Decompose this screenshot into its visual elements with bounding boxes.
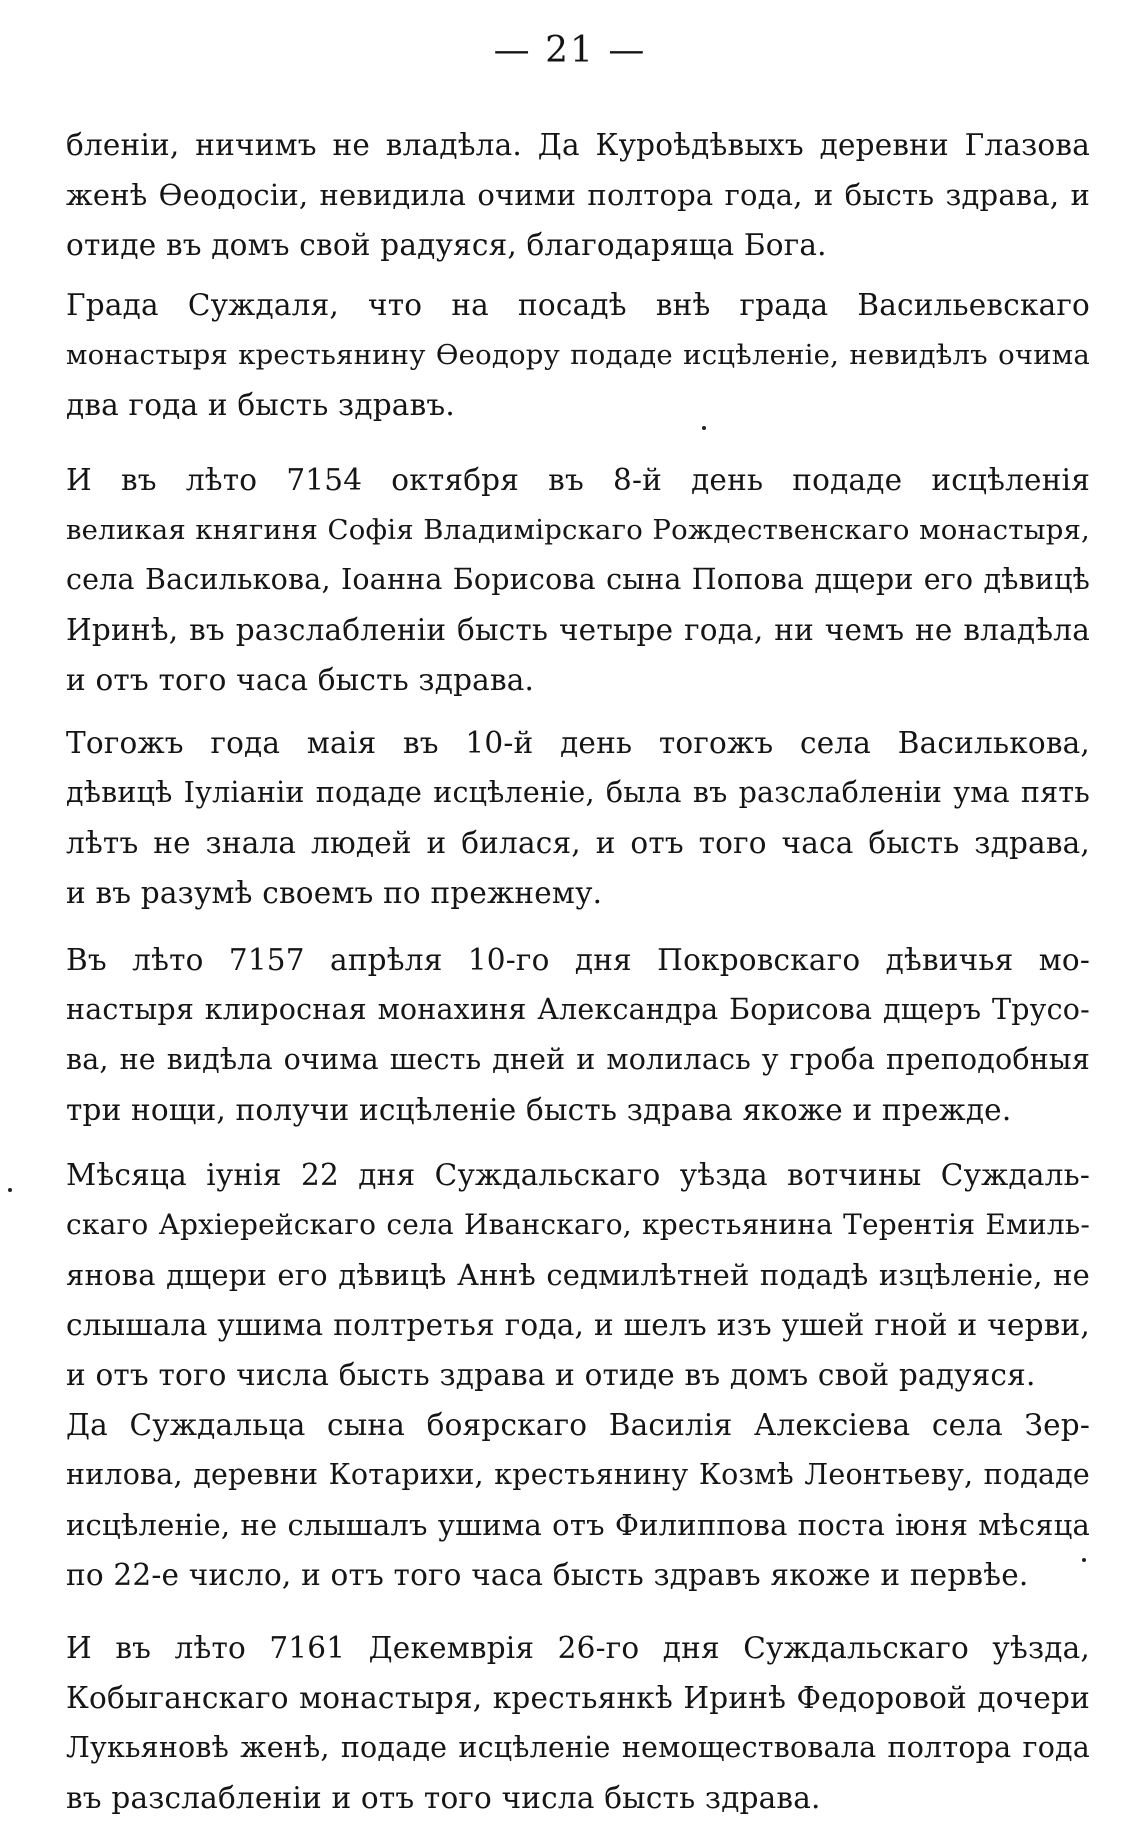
text-line: села Василькова, Іоанна Борисова сына Попова дщери его дѣвицѣ bbox=[66, 563, 1090, 596]
text-line: нилова, деревни Котарихи, крестьянину Козмѣ Леонтьеву, подаде bbox=[66, 1458, 1090, 1491]
text-line: бленіи, ничимъ не владѣла. Да Куроѣдѣвыхъ деревни Глазова bbox=[66, 128, 1090, 162]
text-line: Мѣсяца іунія 22 дня Суждальскаго уѣзда вотчины Суждаль- bbox=[66, 1158, 1090, 1192]
text-line: монастыря крестьянину Ѳеодору подаде исцѣленіе, невидѣлъ очима bbox=[66, 339, 1090, 371]
text-line: въ разслабленіи и отъ того числа бысть здрава. bbox=[66, 1781, 821, 1815]
text-line: женѣ Ѳеодосіи, невидила очими полтора года, и бысть здрава, и bbox=[66, 178, 1090, 212]
text-line: лѣтъ не знала людей и билася, и отъ того часа бысть здрава, bbox=[66, 826, 1090, 860]
text-line: и отъ того числа бысть здрава и отиде въ домъ свой радуяся. bbox=[66, 1358, 1036, 1392]
text-line: скаго Архіерейскаго села Иванскаго, крестьянина Терентія Емиль- bbox=[66, 1208, 1090, 1241]
text-line: великая княгиня Софія Владимірскаго Рождественскаго монастыря, bbox=[66, 514, 1090, 546]
text-line: Иринѣ, въ разслабленіи бысть четыре года, ни чемъ не владѣла bbox=[66, 613, 1090, 647]
text-line: Града Суждаля, что на посадѣ внѣ града Васильевскаго bbox=[66, 288, 1090, 322]
text-line: ва, не видѣла очима шесть дней и молилась у гроба преподобныя bbox=[66, 1043, 1090, 1076]
paragraph bbox=[66, 1623, 1090, 1823]
text-line: янова дщери его дѣвицѣ Аннѣ седмилѣтней подадѣ изцѣленіе, не bbox=[66, 1258, 1090, 1292]
print-speck bbox=[702, 426, 706, 430]
text-line: И въ лѣто 7161 Декемврія 26-го дня Суждальскаго уѣзда, bbox=[66, 1631, 1090, 1665]
text-line: слышала ушима полтретья года, и шелъ изъ ушей гной и черви, bbox=[66, 1308, 1090, 1342]
text-line: Кобыганскаго монастыря, крестьянкѣ Иринѣ Федоровой дочери bbox=[66, 1681, 1090, 1715]
paragraph bbox=[66, 120, 1090, 270]
paragraph bbox=[66, 1150, 1090, 1400]
text-line: два года и бысть здравъ. bbox=[66, 388, 455, 422]
text-line: И въ лѣто 7154 октября въ 8-й день подаде исцѣленія bbox=[66, 463, 1090, 497]
text-line: дѣвицѣ Іуліаніи подаде исцѣленіе, была въ разслабленіи ума пять bbox=[66, 776, 1090, 809]
text-line: Да Суждальца сына боярскаго Василія Алексіева села Зер- bbox=[66, 1408, 1090, 1442]
text-line: исцѣленіе, не слышалъ ушима отъ Филиппова поста іюня мѣсяца bbox=[66, 1508, 1090, 1542]
paragraph bbox=[66, 935, 1090, 1135]
text-line: Тогожъ года маія въ 10-й день тогожъ села Василькова, bbox=[66, 726, 1090, 760]
page-number: — 21 — bbox=[493, 30, 647, 71]
paragraph bbox=[66, 1400, 1090, 1600]
text-line: Въ лѣто 7157 апрѣля 10-го дня Покровскаго дѣвичья мо- bbox=[66, 943, 1090, 977]
paragraph bbox=[66, 455, 1090, 705]
paragraph bbox=[66, 718, 1090, 918]
text-line: и отъ того часа бысть здрава. bbox=[66, 663, 535, 697]
text-line: отиде въ домъ свой радуяся, благодаряща Бога. bbox=[66, 228, 827, 262]
paragraph bbox=[66, 280, 1090, 430]
text-line: Лукьяновѣ женѣ, подаде исцѣленіе немоществовала полтора года bbox=[66, 1731, 1090, 1764]
print-speck bbox=[8, 1188, 12, 1192]
text-line: три нощи, получи исцѣленіе бысть здрава якоже и прежде. bbox=[66, 1093, 1012, 1127]
text-line: по 22-е число, и отъ того часа бысть здравъ якоже и первѣе. bbox=[66, 1558, 1029, 1592]
print-speck bbox=[1082, 1558, 1086, 1562]
text-line: настыря клиросная монахиня Александра Борисова дщеръ Трусо- bbox=[66, 993, 1090, 1026]
text-line: и въ разумѣ своемъ по прежнему. bbox=[66, 876, 603, 910]
